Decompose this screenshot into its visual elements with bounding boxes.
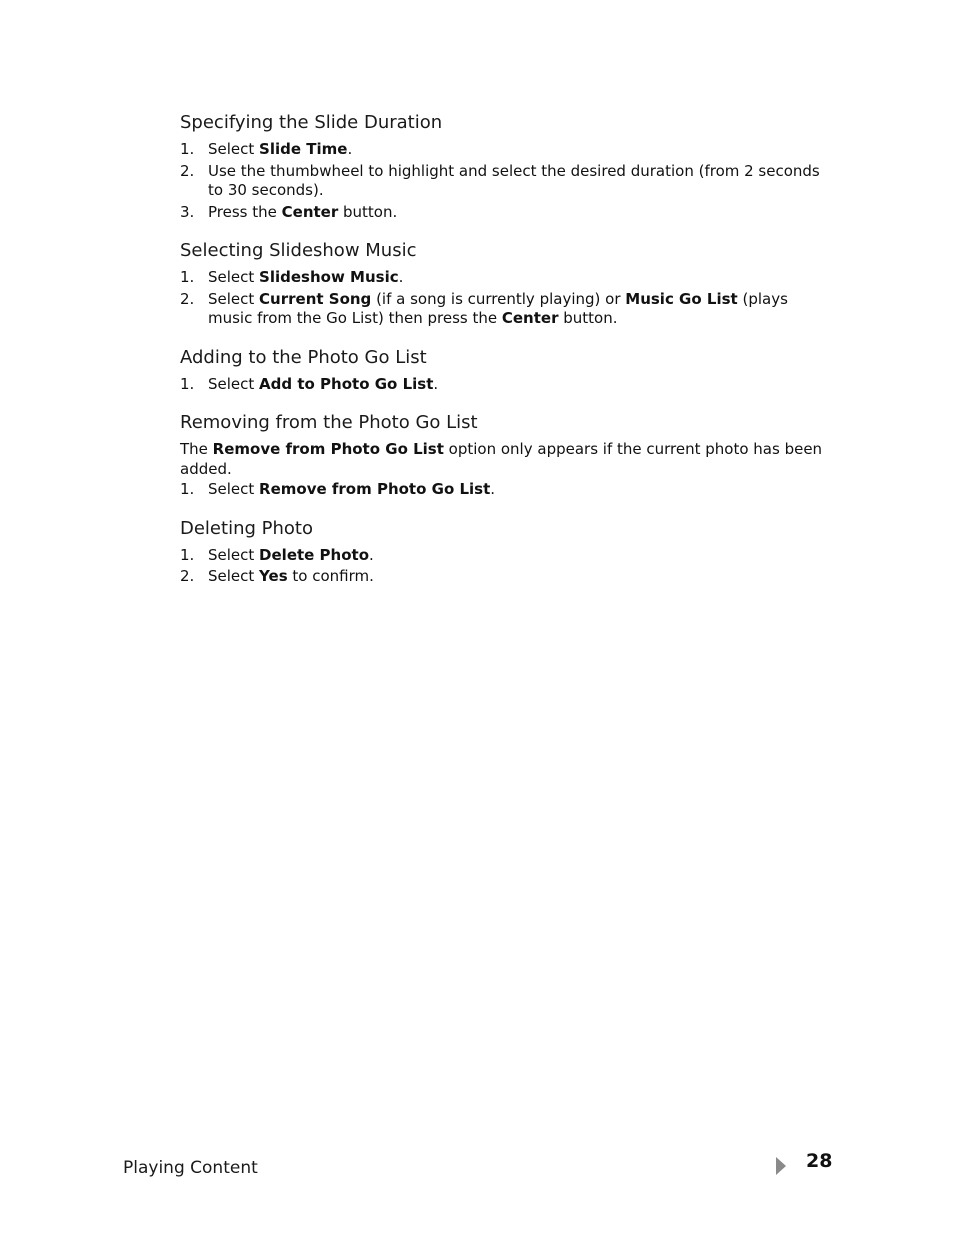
bold-term: Slideshow Music bbox=[259, 268, 399, 286]
list-item bbox=[180, 290, 830, 329]
step-number: 2. bbox=[180, 567, 195, 585]
step-text bbox=[208, 140, 830, 160]
step-list bbox=[180, 480, 830, 500]
step-number: 1. bbox=[180, 480, 195, 498]
bold-term: Remove from Photo Go List bbox=[212, 440, 444, 458]
bold-term: Center bbox=[281, 202, 339, 221]
section bbox=[180, 346, 830, 395]
text-run: button. bbox=[338, 202, 398, 221]
list-item bbox=[180, 546, 830, 566]
list-item bbox=[180, 268, 830, 288]
text-run: (plays music from the Go List) then press the bbox=[208, 289, 788, 327]
text-run: . bbox=[369, 545, 374, 564]
bold-term: Delete Photo bbox=[259, 545, 370, 564]
text-run: option only appears if the current photo has been added. bbox=[180, 440, 823, 478]
step-text bbox=[208, 290, 830, 329]
text-run: . bbox=[398, 268, 404, 286]
bold-term: Current Song bbox=[259, 289, 372, 308]
step-number: 1. bbox=[180, 268, 195, 286]
step-text bbox=[208, 567, 830, 587]
bold-term: Music Go List bbox=[625, 289, 738, 308]
text-run: . bbox=[347, 140, 353, 158]
text-run: button. bbox=[558, 309, 618, 327]
step-list bbox=[180, 375, 830, 395]
text-run: (if a song is currently playing) or bbox=[371, 289, 626, 308]
section-intro bbox=[180, 440, 830, 479]
section bbox=[180, 517, 830, 587]
step-number: 2. bbox=[180, 161, 195, 180]
section-heading: Selecting Slideshow Music bbox=[180, 240, 417, 261]
section-heading: Adding to the Photo Go List bbox=[180, 346, 427, 368]
text-run: . bbox=[490, 480, 496, 498]
list-item bbox=[180, 162, 830, 201]
step-number: 1. bbox=[180, 140, 195, 158]
step-text bbox=[208, 375, 830, 395]
text-run: Use the thumbwheel to highlight and select the desired duration (from 2 seconds to 30 seconds). bbox=[208, 161, 820, 199]
step-text bbox=[208, 203, 830, 223]
step-text bbox=[208, 162, 830, 201]
bold-term: Remove from Photo Go List bbox=[259, 480, 491, 498]
step-text bbox=[208, 546, 830, 566]
bold-term: Add to Photo Go List bbox=[259, 374, 434, 393]
step-text bbox=[208, 480, 830, 500]
document-body bbox=[180, 111, 830, 589]
step-list bbox=[180, 268, 830, 329]
section-heading: Deleting Photo bbox=[180, 517, 313, 539]
text-run: The bbox=[180, 440, 213, 458]
text-run: to confirm. bbox=[287, 567, 374, 585]
step-text bbox=[208, 268, 830, 288]
step-list bbox=[180, 546, 830, 587]
text-run: Press the bbox=[208, 202, 282, 221]
text-run: . bbox=[433, 374, 439, 393]
list-item bbox=[180, 375, 830, 395]
page-number: 28 bbox=[806, 1150, 833, 1172]
bold-term: Yes bbox=[259, 567, 288, 585]
step-number: 1. bbox=[180, 374, 195, 393]
text-run: Select bbox=[208, 140, 260, 158]
text-run: Select bbox=[208, 480, 260, 498]
section bbox=[180, 111, 830, 222]
list-item bbox=[180, 140, 830, 160]
text-run: Select bbox=[208, 374, 260, 393]
step-list bbox=[180, 140, 830, 222]
section bbox=[180, 411, 830, 500]
step-number: 2. bbox=[180, 289, 195, 308]
list-item bbox=[180, 480, 830, 500]
text-run: Select bbox=[208, 289, 260, 308]
step-number: 1. bbox=[180, 545, 195, 564]
text-run: Select bbox=[208, 567, 260, 585]
text-run: Select bbox=[208, 268, 260, 286]
text-run: Select bbox=[208, 545, 260, 564]
bold-term: Center bbox=[501, 309, 559, 327]
section-heading: Removing from the Photo Go List bbox=[180, 412, 478, 433]
footer-section-label: Playing Content bbox=[123, 1158, 258, 1178]
list-item bbox=[180, 203, 830, 223]
list-item bbox=[180, 567, 830, 587]
section bbox=[180, 239, 830, 329]
step-number: 3. bbox=[180, 202, 195, 221]
right-triangle-icon bbox=[776, 1157, 786, 1175]
bold-term: Slide Time bbox=[259, 140, 348, 158]
section-heading: Specifying the Slide Duration bbox=[180, 112, 443, 133]
